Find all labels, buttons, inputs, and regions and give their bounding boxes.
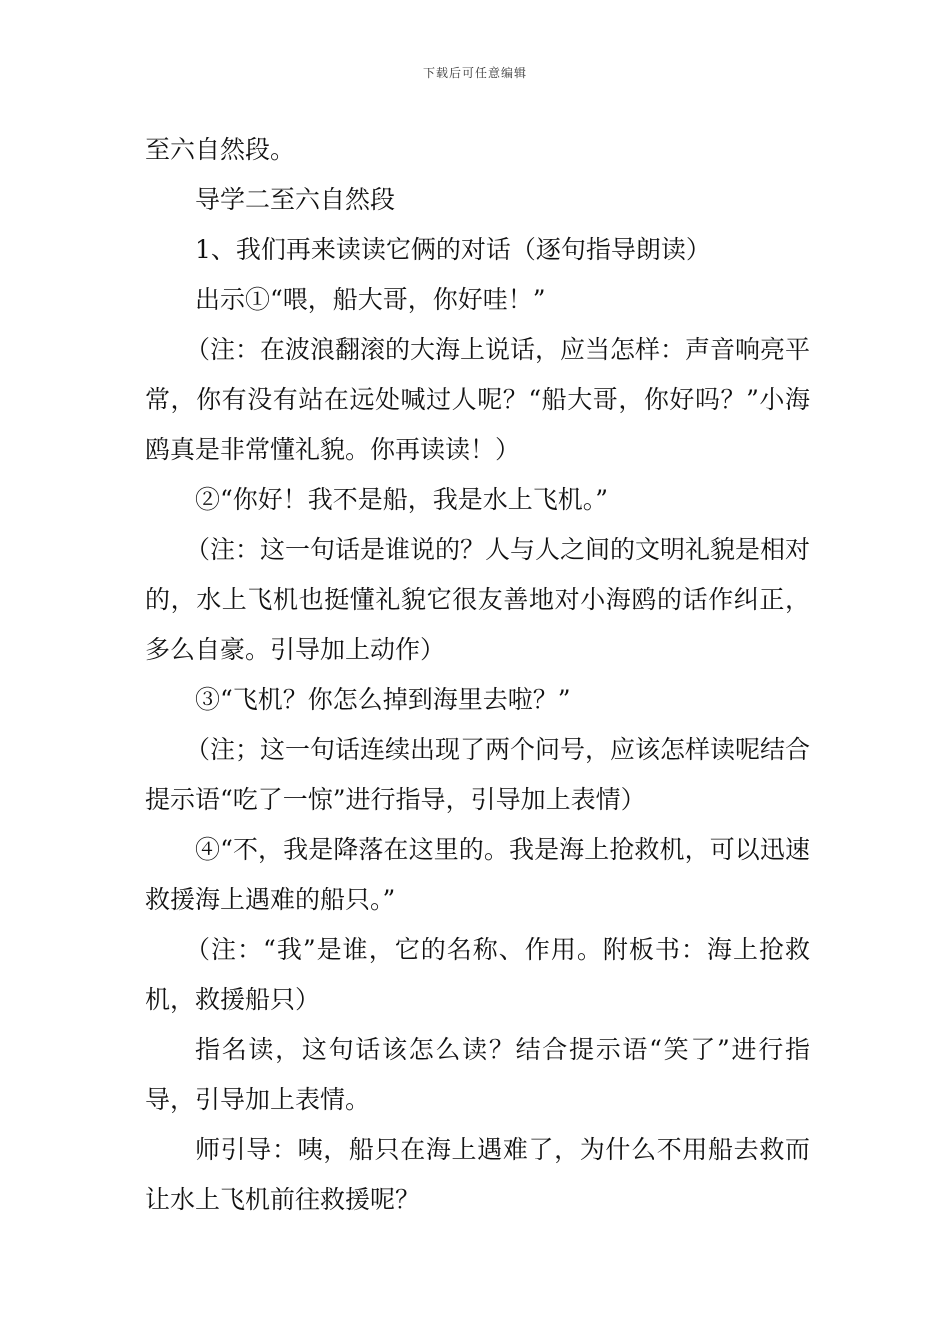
paragraph-note-1: （注：在波浪翻滚的大海上说话，应当怎样：声音响亮平常，你有没有站在远处喊过人呢？“船大哥，你好吗？”小海鸥真是非常懂礼貌。你再读读！） <box>145 335 811 464</box>
paragraph-dialogue-3: ③“飞机？你怎么掉到海里去啦？” <box>195 685 571 714</box>
paragraph-note-3: （注；这一句话连续出现了两个问号，应该怎样读呢结合提示语“吃了一惊”进行指导，引导加上表情） <box>145 735 811 814</box>
paragraph-reading-guide: 指名读，这句话该怎么读？结合提示语“笑了”进行指导，引导加上表情。 <box>145 1035 810 1114</box>
paragraph-step-1: 1、我们再来读读它俩的对话（逐句指导朗读） <box>195 235 711 264</box>
paragraph-dialogue-2: ②“你好！我不是船，我是水上飞机。” <box>195 485 609 514</box>
document-body <box>145 125 810 1225</box>
paragraph-continuation: 至六自然段。 <box>145 135 296 164</box>
paragraph-dialogue-4: ④“不，我是降落在这里的。我是海上抢救机，可以迅速救援海上遇难的船只。” <box>145 835 810 914</box>
paragraph-note-2: （注：这一句话是谁说的？人与人之间的文明礼貌是相对的，水上飞机也挺懂礼貌它很友善地对小海鸥的话作纠正，多么自豪。引导加上动作） <box>145 535 811 664</box>
paragraph-note-4: （注：“我”是谁，它的名称、作用。附板书：海上抢救机，救援船只） <box>145 935 810 1014</box>
page-header: 下载后可任意编辑 <box>422 66 527 80</box>
paragraph-section-title: 导学二至六自然段 <box>195 185 396 214</box>
paragraph-teacher-question: 师引导：咦，船只在海上遇难了，为什么不用船去救而让水上飞机前往救援呢？ <box>145 1135 810 1214</box>
paragraph-dialogue-1: 出示①“喂，船大哥，你好哇！” <box>195 285 546 314</box>
